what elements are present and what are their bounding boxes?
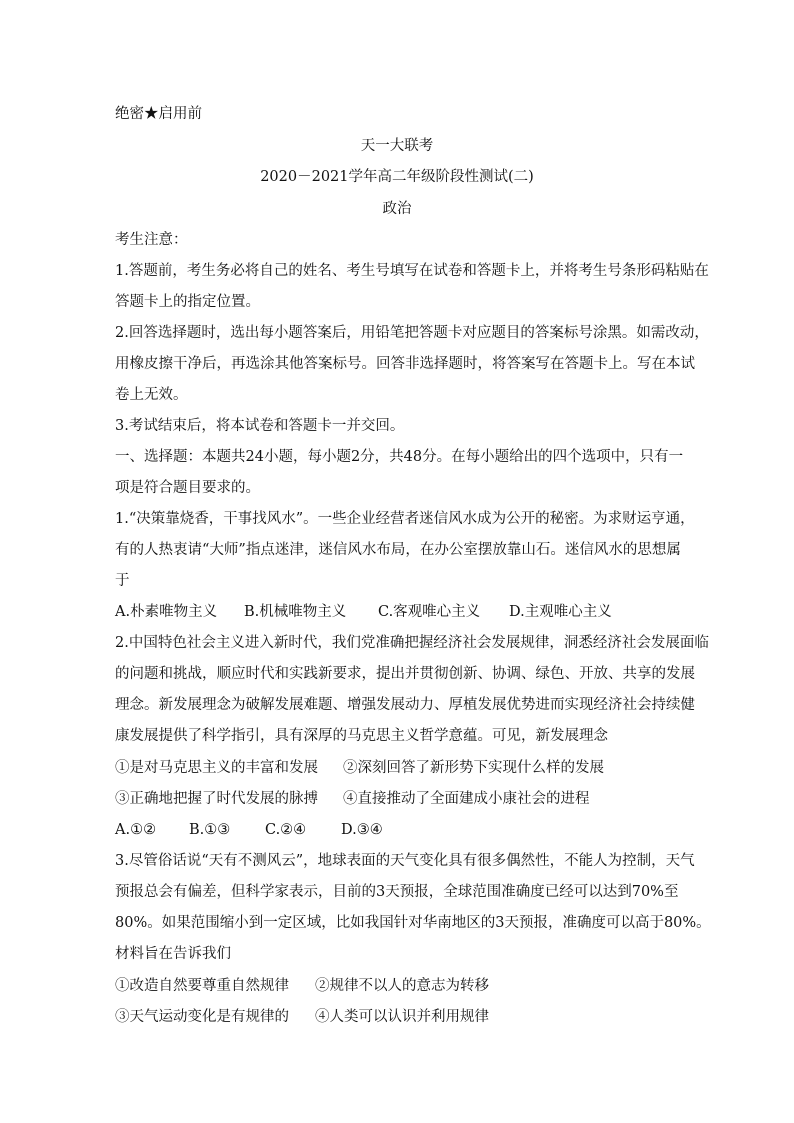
q1-option-b: B.机械唯物主义 — [244, 604, 347, 620]
q2-option-a: A.①② — [115, 822, 157, 838]
notice-line: 用橡皮擦干净后，再选涂其他答案标号。回答非选择题时，将答案写在答题卡上。写在本试 — [115, 356, 695, 372]
q3-item-4: ④人类可以认识并利用规律 — [315, 1009, 489, 1025]
question-1-text: 于 — [115, 573, 130, 589]
notice-line: 答题卡上的指定位置。 — [115, 294, 260, 310]
secret-label: 绝密★启用前 — [115, 106, 202, 122]
question-3-text: 80%。如果范围缩小到一定区域，比如我国针对华南地区的3天预报，准确度可以高于80%。 — [115, 915, 711, 931]
question-3-text: 材料旨在告诉我们 — [115, 946, 231, 962]
subject-title: 政治 — [382, 201, 412, 217]
q2-option-d: D.③④ — [341, 822, 383, 838]
q2-item-2: ②深刻回答了新形势下实现什么样的发展 — [343, 760, 604, 776]
question-2-text: 康发展提供了科学指引，具有深厚的马克思主义哲学意蕴。可见，新发展理念 — [115, 728, 608, 744]
org-title: 天一大联考 — [360, 138, 434, 154]
question-1-text: 1.“决策靠烧香，干事找风水”。一些企业经营者迷信风水成为公开的秘密。为求财运亨通， — [115, 511, 695, 527]
q2-item-4: ④直接推动了全面建成小康社会的进程 — [343, 791, 590, 807]
notice-line: 1.答题前，考生务必将自己的姓名、考生号填写在试卷和答题卡上，并将考生号条形码粘贴在 — [115, 263, 709, 279]
q2-item-3: ③正确地把握了时代发展的脉搏 — [115, 791, 318, 807]
question-3-text: 3.尽管俗话说“天有不测风云”，地球表面的天气变化具有很多偶然性，不能人为控制，天气 — [115, 853, 695, 869]
q3-item-1: ①改造自然要尊重自然规律 — [115, 978, 289, 994]
section-heading: 一、选择题：本题共24小题，每小题2分，共48分。在每小题给出的四个选项中，只有一 — [115, 449, 684, 465]
q2-option-c: C.②④ — [265, 822, 307, 838]
q3-item-3: ③天气运动变化是有规律的 — [115, 1009, 289, 1025]
notice-line: 3.考试结束后，将本试卷和答题卡一并交回。 — [115, 418, 405, 434]
question-2-text: 理念。新发展理念为破解发展难题、增强发展动力、厚植发展优势进而实现经济社会持续健 — [115, 697, 695, 713]
q2-option-b: B.①③ — [189, 822, 231, 838]
q1-option-d: D.主观唯心主义 — [509, 604, 612, 620]
q1-option-c: C.客观唯心主义 — [378, 604, 481, 620]
q2-item-1: ①是对马克思主义的丰富和发展 — [115, 760, 318, 776]
question-2-text: 2.中国特色社会主义进入新时代，我们党准确把握经济社会发展规律，洞悉经济社会发展面临 — [115, 635, 709, 651]
notice-line: 2.回答选择题时，选出每小题答案后，用铅笔把答题卡对应题目的答案标号涂黑。如需改动， — [115, 325, 709, 341]
question-2-text: 的问题和挑战，顺应时代和实践新要求，提出并贯彻创新、协调、绿色、开放、共享的发展 — [115, 666, 695, 682]
notice-title: 考生注意： — [115, 232, 188, 248]
notice-line: 卷上无效。 — [115, 387, 188, 403]
question-3-text: 预报总会有偏差，但科学家表示，目前的3天预报，全球范围准确度已经可以达到70%至 — [115, 884, 679, 900]
exam-title: 2020－2021学年高二年级阶段性测试(二) — [260, 169, 534, 185]
section-heading: 项是符合题目要求的。 — [115, 480, 260, 496]
question-1-text: 有的人热衷请“大师”指点迷津，迷信风水布局，在办公室摆放靠山石。迷信风水的思想属 — [115, 542, 681, 558]
q3-item-2: ②规律不以人的意志为转移 — [315, 978, 489, 994]
q1-option-a: A.朴素唯物主义 — [115, 604, 218, 620]
